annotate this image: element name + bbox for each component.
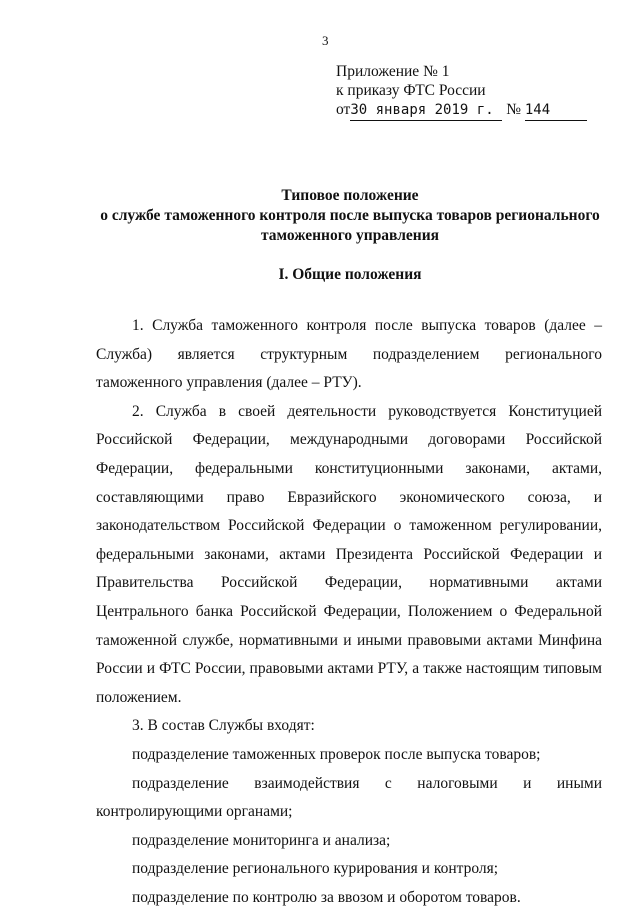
paragraph-1: 1. Служба таможенного контроля после выпуска товаров (далее – Служба) является структурным подразделением регионального таможенного управления (далее – РТУ). xyxy=(96,317,602,392)
order-number: 144 xyxy=(525,101,587,121)
section-heading: I. Общие положения xyxy=(278,266,422,283)
appendix-date-line xyxy=(336,100,587,121)
page-number: 3 xyxy=(322,33,329,48)
order-date: 30 января 2019 г. xyxy=(350,101,502,121)
title-line-2: о службе таможенного контроля после выпуска товаров регионального xyxy=(100,207,600,224)
list-item: подразделение мониторинга и анализа; xyxy=(132,831,391,849)
list-item: подразделение таможенных проверок после выпуска товаров; xyxy=(132,745,541,763)
paragraph-2: 2. Служба в своей деятельности руководствуется Конституцией Российской Федерации, международными договорами Российской Федерации, федеральными конституционными законами, актами, составляющими право Евразийского экономического союза, и законодательством Российской Федерации о таможенном регулировании, федеральными законами, актами Президента Российской Федерации и Правительства Российской Федерации, нормативными актами Центрального банка Российской Федерации, Положением о Федеральной таможенной службе, нормативными и иными правовыми актами Минфина России и ФТС России, правовыми актами РТУ, а также настоящим типовым положением. xyxy=(96,402,602,706)
appendix-title: Приложение № 1 xyxy=(336,63,450,80)
list-item: подразделение регионального курирования и контроля; xyxy=(132,860,499,878)
document-body xyxy=(96,312,602,912)
appendix-order-ref: к приказу ФТС России xyxy=(336,82,486,99)
number-prefix: № xyxy=(506,101,521,118)
title-line-3: таможенного управления xyxy=(260,227,440,244)
list-item: подразделение по контролю за ввозом и оборотом товаров. xyxy=(132,888,521,906)
list-item: подразделение взаимодействия с налоговыми и иными контролирующими органами; xyxy=(96,774,602,821)
date-prefix: от xyxy=(336,101,351,118)
document-title xyxy=(60,186,640,246)
appendix-block xyxy=(336,62,587,121)
title-line-1: Типовое положение xyxy=(281,187,419,204)
paragraph-3: 3. В состав Службы входят: xyxy=(132,717,315,735)
